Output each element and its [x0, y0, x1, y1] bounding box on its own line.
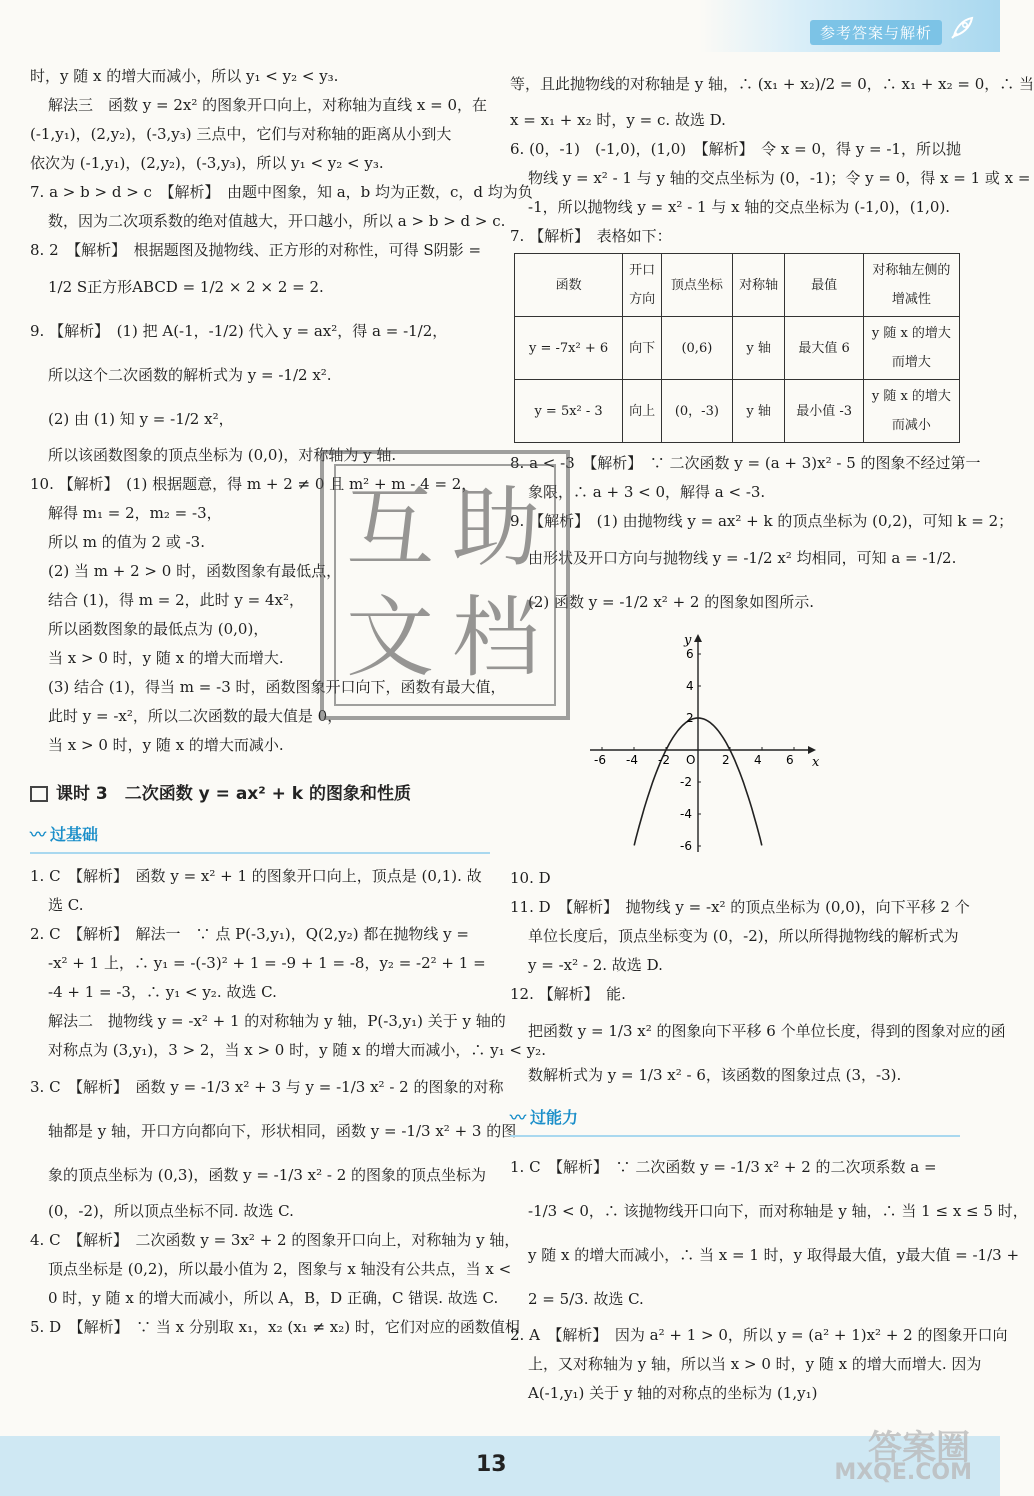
text-line: 0 时，y 随 x 的增大而减小，所以 A，B，D 正确，C 错误. 故选 C.: [48, 1289, 499, 1307]
header-title: 参考答案与解析: [810, 20, 942, 45]
answer-7: 7. 【解析】 表格如下：: [510, 227, 672, 245]
text-line: 所以 m 的值为 2 或 -3.: [48, 533, 205, 551]
table-cell: y 随 x 的增大而减小: [863, 380, 959, 443]
x-tick-label: -6: [594, 753, 606, 767]
answer-10: 10. D: [510, 869, 551, 887]
y-tick-label: -2: [680, 775, 692, 789]
table-cell: 最小值 -3: [785, 380, 863, 443]
text-line: 选 C.: [48, 896, 84, 914]
answer-8: 8. a < -3 【解析】 ∵ 二次函数 y = (a + 3)x² - 5 的图象不经过第一: [510, 454, 981, 472]
text-line: -1/3 < 0，∴ 该抛物线开口向下，而对称轴是 y 轴，∴ 当 1 ≤ x ≤ 5 时，: [528, 1202, 1028, 1220]
text-line: 等，且此抛物线的对称轴是 y 轴，∴ (x₁ + x₂)/2 = 0，∴ x₁ + x₂ = 0，∴ 当: [510, 75, 1034, 93]
text-line: -4 + 1 = -3，∴ y₁ < y₂. 故选 C.: [48, 983, 277, 1001]
x-tick-label: -2: [658, 753, 670, 767]
text-line: 当 x > 0 时，y 随 x 的增大而增大.: [48, 649, 284, 667]
x-tick-label: 4: [754, 753, 762, 767]
text-line: 结合 (1)，得 m = 2，此时 y = 4x²，: [48, 591, 305, 609]
answer-3: 3. C 【解析】 函数 y = -1/3 x² + 3 与 y = -1/3 x² - 2 的图象的对称: [30, 1078, 504, 1096]
answer-8: 8. 2 【解析】 根据题图及抛物线、正方形的对称性，可得 S阴影 =: [30, 241, 482, 259]
x-axis-arrow: [808, 746, 816, 754]
text-line: 解法三 函数 y = 2x² 的图象开口向上，对称轴为直线 x = 0，在: [48, 96, 488, 114]
table-cell: (0，-3): [661, 380, 732, 443]
text-line: -1，所以抛物线 y = x² - 1 与 x 轴的交点坐标为 (-1,0)，(1,0).: [528, 198, 951, 216]
text-line: 解法二 抛物线 y = -x² + 1 的对称轴为 y 轴，P(-3,y₁) 关于 y 轴的: [48, 1012, 506, 1030]
answer-7: 7. a > b > d > c 【解析】 由题中图象，知 a，b 均为正数，c，d 均为负: [30, 183, 533, 201]
table-header: 顶点坐标: [661, 254, 732, 317]
text-line: 所以这个二次函数的解析式为 y = -1/2 x².: [48, 366, 332, 384]
answer-2: 2. C 【解析】 解法一 ∵ 点 P(-3,y₁)，Q(2,y₂) 都在抛物线 y =: [30, 925, 469, 943]
section-ability: 〰 过能力: [510, 1101, 960, 1137]
text-line: y = -x² - 2. 故选 D.: [528, 956, 663, 974]
answer-1: 1. C 【解析】 ∵ 二次函数 y = -1/3 x² + 2 的二次项系数 a =: [510, 1158, 937, 1176]
text-line: 解得 m₁ = 2，m₂ = -3，: [48, 504, 222, 522]
table-cell: (0,6): [661, 317, 732, 380]
stamp-char: 档: [452, 586, 541, 689]
text-line: (3) 结合 (1)，得当 m = -3 时，函数图象开口向下，函数有最大值，: [48, 678, 506, 696]
table-cell: 向下: [623, 317, 662, 380]
text-line: 物线 y = x² - 1 与 y 轴的交点坐标为 (0，-1)；令 y = 0，得 x = 1 或 x =: [528, 169, 1031, 187]
text-line: y 随 x 的增大而减小，∴ 当 x = 1 时，y 取得最大值，y最大值 = -1/3 +: [528, 1246, 1020, 1264]
text-line: 数解析式为 y = 1/3 x² - 6，该函数的图象过点 (3，-3).: [528, 1066, 902, 1084]
right-column: [510, 62, 1034, 1408]
x-tick-label: O: [686, 753, 696, 767]
table-header: 函数: [515, 254, 623, 317]
text-line: 上，又对称轴为 y 轴，所以当 x > 0 时，y 随 x 的增大而增大. 因为: [528, 1355, 982, 1373]
text-line: 时，y 随 x 的增大而减小，所以 y₁ < y₂ < y₃.: [30, 67, 339, 85]
function-table: [514, 253, 960, 443]
answer-5: 5. D 【解析】 ∵ 当 x 分别取 x₁，x₂ (x₁ ≠ x₂) 时，它们对应的函数值相: [30, 1318, 520, 1336]
table-header: 最值: [785, 254, 863, 317]
answer-6: 6. (0，-1) (-1,0)，(1,0) 【解析】 令 x = 0，得 y = -1，所以抛: [510, 140, 961, 158]
text-line: 象的顶点坐标为 (0,3)，函数 y = -1/3 x² - 2 的图象的顶点坐标为: [48, 1166, 487, 1184]
text-line: 数，因为二次项系数的绝对值越大，开口越小，所以 a > b > d > c.: [48, 212, 506, 230]
table-header: 开口方向: [623, 254, 662, 317]
text-line: 所以该函数图象的顶点坐标为 (0,0)，对称轴为 y 轴.: [48, 446, 397, 464]
y-tick-label: 2: [686, 711, 694, 725]
table-cell: 向上: [623, 380, 662, 443]
text-line: (2) 当 m + 2 > 0 时，函数图象有最低点，: [48, 562, 342, 580]
top-banner: [0, 0, 1000, 52]
x-tick-label: -4: [626, 753, 638, 767]
text-line: 2 = 5/3. 故选 C.: [528, 1290, 644, 1308]
answer-11: 11. D 【解析】 抛物线 y = -x² 的顶点坐标为 (0,0)，向下平移 2 个: [510, 898, 970, 916]
site-watermark-url: MXQE.COM: [834, 1460, 972, 1485]
table-cell: y = 5x² - 3: [515, 380, 623, 443]
text-line: 顶点坐标是 (0,2)，所以最小值为 2，图象与 x 轴没有公共点，当 x <: [48, 1260, 512, 1278]
table-header-row: [515, 254, 960, 317]
table-cell: y 轴: [732, 317, 785, 380]
text-line: 依次为 (-1,y₁)，(2,y₂)，(-3,y₃)，所以 y₁ < y₂ < y₃.: [30, 154, 384, 172]
stamp-char: 助: [452, 476, 541, 579]
table-cell: y 轴: [732, 380, 785, 443]
table-row: [515, 380, 960, 443]
book-icon: [30, 786, 48, 802]
table-header: 对称轴: [732, 254, 785, 317]
text-line: x = x₁ + x₂ 时，y = c. 故选 D.: [510, 111, 726, 129]
text-line: (0，-2)，所以顶点坐标不同. 故选 C.: [48, 1202, 294, 1220]
y-tick-label: 6: [686, 647, 694, 661]
text-line: -x² + 1 上，∴ y₁ = -(-3)² + 1 = -9 + 1 = -8，y₂ = -2² + 1 =: [48, 954, 486, 972]
text-line: 把函数 y = 1/3 x² 的图象向下平移 6 个单位长度，得到的图象对应的函: [528, 1022, 1006, 1040]
parabola-graph: [580, 630, 820, 860]
y-tick-label: -4: [680, 807, 692, 821]
y-tick-label: 4: [686, 679, 694, 693]
text-line: (2) 函数 y = -1/2 x² + 2 的图象如图所示.: [528, 593, 814, 611]
text-line: 1/2 S正方形ABCD = 1/2 × 2 × 2 = 2.: [48, 278, 324, 296]
text-line: 所以函数图象的最低点为 (0,0)，: [48, 620, 269, 638]
stamp-char: 互: [346, 476, 435, 579]
lesson-title: 课时 3 二次函数 y = ax² + k 的图象和性质: [30, 774, 490, 814]
table-header: 对称轴左侧的增减性: [863, 254, 959, 317]
x-tick-label: 2: [722, 753, 730, 767]
section-basic: 〰 过基础: [30, 818, 490, 854]
text-line: (2) 由 (1) 知 y = -1/2 x²，: [48, 410, 234, 428]
answer-9: 9. 【解析】 (1) 把 A(-1，-1/2) 代入 y = ax²，得 a = -1/2，: [30, 322, 448, 340]
text-line: 象限，∴ a + 3 < 0，解得 a < -3.: [528, 483, 766, 501]
x-axis-label: x: [812, 755, 820, 770]
text-line: A(-1,y₁) 关于 y 轴的对称点的坐标为 (1,y₁): [528, 1384, 818, 1402]
answer-12: 12. 【解析】 能.: [510, 985, 626, 1003]
text-line: 单位长度后，顶点坐标变为 (0，-2)，所以所得抛物线的解析式为: [528, 927, 959, 945]
x-tick-label: 6: [786, 753, 794, 767]
text-line: (-1,y₁)，(2,y₂)，(-3,y₃) 三点中，它们与对称轴的距离从小到大: [30, 125, 452, 143]
answer-1: 1. C 【解析】 函数 y = x² + 1 的图象开口向上，顶点是 (0,1). 故: [30, 867, 482, 885]
text-line: 此时 y = -x²，所以二次函数的最大值是 0，: [48, 707, 343, 725]
y-tick-label: -6: [680, 839, 692, 853]
table-cell: y 随 x 的增大而增大: [863, 317, 959, 380]
answer-2: 2. A 【解析】 因为 a² + 1 > 0，所以 y = (a² + 1)x² + 2 的图象开口向: [510, 1326, 1008, 1344]
rocket-icon: [948, 14, 976, 42]
watermark-stamp: [320, 450, 570, 720]
answer-4: 4. C 【解析】 二次函数 y = 3x² + 2 的图象开口向上，对称轴为 y 轴，: [30, 1231, 520, 1249]
text-line: 对称点为 (3,y₁)，3 > 2，当 x > 0 时，y 随 x 的增大而减小，∴ y₁ < y₂.: [48, 1041, 546, 1059]
table-row: [515, 317, 960, 380]
text-line: 轴都是 y 轴，开口方向都向下，形状相同，函数 y = -1/3 x² + 3 的图: [48, 1122, 517, 1140]
page-number: 13: [476, 1452, 507, 1477]
wave-icon: 〰: [30, 825, 47, 844]
y-axis-label: y: [684, 633, 692, 648]
answer-9: 9. 【解析】 (1) 由抛物线 y = ax² + k 的顶点坐标为 (0,2)，可知 k = 2；: [510, 512, 1014, 530]
stamp-char: 文: [346, 586, 435, 689]
text-line: 由形状及开口方向与抛物线 y = -1/2 x² 均相同，可知 a = -1/2.: [528, 549, 957, 567]
table-cell: 最大值 6: [785, 317, 863, 380]
site-watermark: 答案圈: [868, 1428, 970, 1468]
y-axis-arrow: [694, 634, 702, 642]
answer-10: 10. 【解析】 (1) 根据题意，得 m + 2 ≠ 0 且 m² + m - 4 = 2，: [30, 475, 477, 493]
table-cell: y = -7x² + 6: [515, 317, 623, 380]
wave-icon: 〰: [510, 1108, 527, 1127]
text-line: 当 x > 0 时，y 随 x 的增大而减小.: [48, 736, 284, 754]
